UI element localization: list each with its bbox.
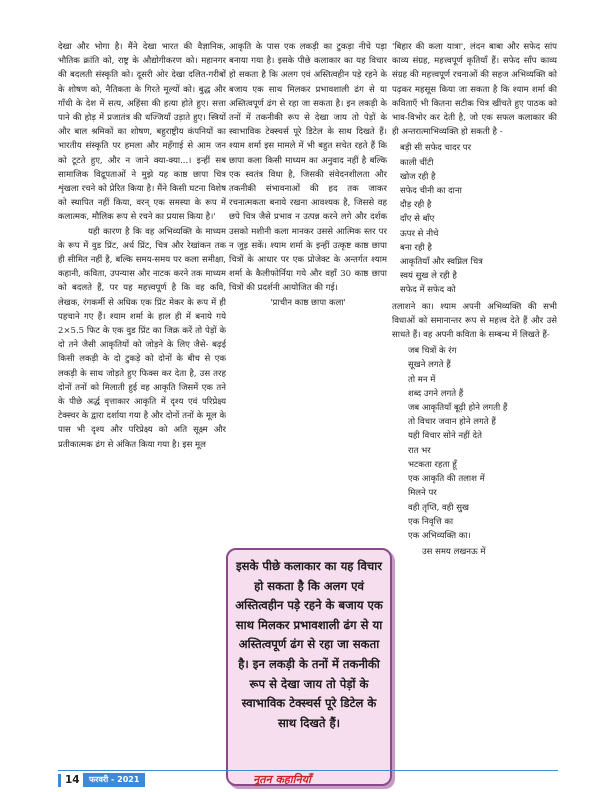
body-paragraph: यही कारण है कि वह अभिव्यक्ति के माध्यम के रूप में वुड प्रिंट, अर्ध प्रिंट, चित्र और रेखांकन तक ही सीमित नहीं है, बल्कि समय-समय पर कला समीक्षा, कहानी, कविता, उपन्यास और नाटक करने तक माध्यम को बदलते हैं, पर यह महत्त्वपूर्ण है कि वह कवि, लेखक, रंगकर्मी से अधिक एक प्रिंट मेकर के रूप में ही पहचाने गए हैं। श्याम शर्मा के हाल ही में बनाये गये 2×5.5 फिट के एक वुड प्रिंट का जिक्र करें तो पेड़ों के दो तने जैसी आकृतियों को जोड़ने के लिए जैसे- बढ़ई किसी लकड़ी के दो टुकड़े को दोनों के बीच से एक लकड़ी के साथ जोड़ते हुए फिक्स कर देता है, उस तरह दोनों तनों को मिलाती हुई वह आकृति जिसमें एक तने के पीछे अर्द्ध वृत्ताकार आकृति में दृश्य एवं परिप्रेक्ष्य टेक्स्चर के द्वारा दर्शाया गया है और दोनों तनों के मूल के पास भी दृश्य और परिप्रेक्ष्य को अति सूक्ष्म और प्रतीकात्मक ढंग से अंकित किया गया है। इस मूल (58, 226, 226, 450)
poem-line: सफेद में सफेद को (400, 285, 456, 296)
body-paragraph: देखा और भोगा है। मैंने देखा भारत की वैज्ञानिक, भौतिक क्रांति को, राष्ट्र के औद्योगीकरण को। महानगर की बदलती संस्कृति को। दूसरी ओर देखा दलित-गरीबों के शोषण को, नैतिकता के गिरते मूल्यों को। बुद्ध और गाँधी के देश में सत्य, अहिंसा की हत्या होते हुए। सत्ता पाने की होड़ में प्रजातंत्र की धज्जियाँ उड़ाते हुए। स्त्रियों और बाल श्रमिकों का शोषण, बहुराष्ट्रीय कंपनियों का भारतीय संस्कृति पर हमला और महँगाई से आम जन को टूटते हुए, और न जाने क्या-क्या...। इन्हीं सब सामाजिक विद्रूपताओं ने मुझे यह काष्ठ छापा चित्र शृंखला रचने को प्रेरित किया है। मैंने किसी घटना विशेष को स्थापित नहीं किया, वरन् एक समस्या के रूप में कलात्मक, मौलिक रूप से रचने का प्रयास किया है।' (58, 42, 226, 223)
pull-quote (226, 548, 392, 786)
poem-line: बना रही है (400, 242, 432, 253)
poem-line: बड़ी सी सफेद चादर पर (400, 143, 472, 154)
poem-line: दौड़ रही है (400, 200, 432, 211)
body-paragraph: 'प्राचीन काष्ठ छापा कला' (270, 297, 346, 308)
issue-date-badge: फरवरी - 2021 (83, 773, 145, 787)
poem-line: यही विचार सोने नहीं देते (408, 431, 482, 442)
poem-line: जब चित्रों के रंग (408, 346, 457, 357)
column-middle (229, 40, 387, 465)
column-left (58, 40, 226, 765)
page-marker-bar (58, 774, 61, 787)
poem-line: एक अभिव्यक्ति का। (408, 530, 471, 541)
poem-line: खोज रही है (400, 171, 436, 182)
poem-line: रात भर (408, 445, 431, 456)
pull-quote-text: इसके पीछे कलाकार का यह विचार हो सकता है कि अलग एवं अस्तित्वहीन पड़े रहने के बजाय एक साथ मिलकर प्रभावशाली ढंग से या अस्तित्वपूर्ण ढंग से रहा जा सकता है। इन लकड़ी के तनों में तकनीकी रूप से देखा जाय तो पेड़ों के स्वाभाविक टेक्स्चर्स पूरे डिटेल के साथ दिखते हैं। (235, 559, 383, 730)
poem-line: एक निवृत्ति का (408, 516, 454, 527)
body-paragraph: 'बिहार की कला यात्रा', लंदन बाबा और सफेद सांप काव्य संग्रह, महत्त्वपूर्ण कृतियाँ हैं। सफेद साँप काव्य संग्रह की महत्त्वपूर्ण रचनाओं की सहज अभिव्यक्ति को पढ़कर महसूस किया जा सकता है कि श्याम शर्मा की कविताएँ भी कितना सटीक चित्र खींचते हुए पाठक को भाव-विभोर कर देती है, जो एक सफल कलाकार की ही अन्तरात्माभिव्यक्ति हो सकती है - (392, 42, 557, 138)
poem-line: तो विचार जवान होने लगते हैं (408, 417, 496, 428)
poem-line: वही तृप्ति, वही सुख (408, 502, 469, 513)
poem-line: तो मन में (408, 374, 436, 385)
poem-line: सूखने लगते हैं (408, 360, 451, 371)
magazine-logo: नूतन कहानियाँ (253, 773, 311, 786)
poem-excerpt (400, 344, 557, 543)
poem-line: ऊपर से नीचे (400, 228, 439, 239)
body-paragraph: उस समय लखनऊ में (422, 547, 486, 558)
page-footer (58, 770, 558, 786)
poem-line: शब्द उगने लगते हैं (408, 388, 464, 399)
poem-line: एक आकृति की तलाश में (408, 474, 485, 485)
poem-line: सफेद चीनी का दाना (400, 186, 462, 197)
column-right (392, 40, 557, 765)
poem-line: मिलने पर (408, 488, 437, 499)
body-paragraph: आकृति के पास एक लकड़ी का टुकड़ा नीचे पड़ा बनाया गया है। इसके पीछे कलाकार का यह विचार हो सकता है कि अलग एवं अस्तित्वहीन पड़े रहने के बजाय एक साथ मिलकर प्रभावशाली ढंग से या अस्तित्वपूर्ण ढंग से रहा जा सकता है। इन लकड़ी के तनों में तकनीकी रूप से देखा जाय तो पेड़ों के स्वाभाविक टेक्स्चर्स पूरे डिटेल के साथ दिखते हैं। श्याम शर्मा इस मामले में भी बहुत सचेत रहते हैं कि छापा कला किसी माध्यम का अनुवाद नहीं है बल्कि एक स्वतंत्र विधा है, जिसकी संवेदनशीलता और तकनीकी संभावनाओं की हद तक जाकर रचनात्मकता बनाये रखना आवश्यक है, जिससे वह छपे चित्र जैसे प्रभाव न उत्पन्न करने लगे और दर्शक उसको मशीनी कला मानकर उससे आत्मिक स्तर पर न जुड़ सकें। श्याम शर्मा के इन्हीं उत्कृष्ट काष्ठ छापा चित्रों के आधार पर एक प्रोजेक्ट के अन्तर्गत श्याम शर्मा के कैलीफोर्निया गये और वहाँ 30 काष्ठ छापा चित्रों की प्रदर्शनी आयोजित की गई। (229, 42, 387, 294)
poem-line: काली चींटी (400, 157, 434, 168)
page-number: 14 (65, 774, 80, 786)
poem-line: आकृतियाँ और स्वप्निल चित्र (400, 257, 483, 268)
poem-line: दाँए से बाँए (400, 214, 435, 225)
body-paragraph: तलाशने का। श्याम अपनी अभिव्यक्ति की सभी विधाओं को समानान्तर रूप से महत्त्व देते हैं और उसे साधते हैं। वह अपनी कविता के सम्बन्ध में लिखते हैं- (392, 301, 557, 341)
poem-line: स्वयं सुख ले रही है (400, 271, 457, 282)
poem-excerpt (400, 141, 557, 297)
poem-line: भटकता रहता हूँ (408, 459, 457, 470)
poem-line: जब आकृतियाँ बूढ़ी होने लगती हैं (408, 403, 508, 414)
